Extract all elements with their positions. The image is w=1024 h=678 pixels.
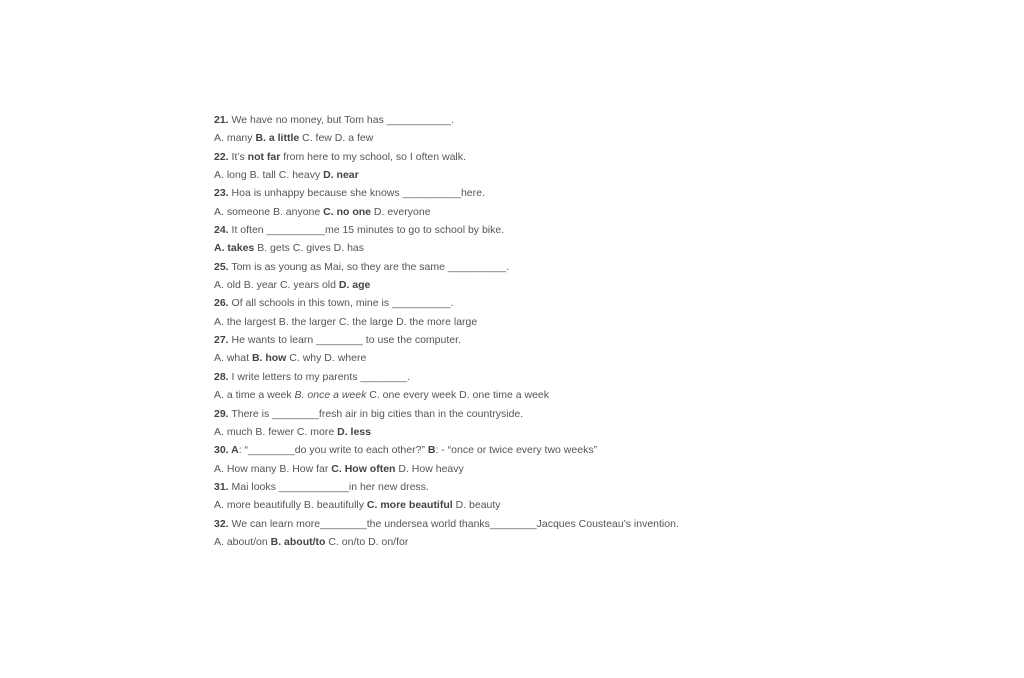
text-segment: A. How many B. How far [214,462,332,475]
text-segment: I write letters to my parents ________. [228,370,411,383]
text-segment: He wants to learn ________ to use the computer. [228,334,461,347]
bold-text: 32. [214,517,229,530]
text-segment: C. on/to D. on/for [325,535,409,548]
bold-text: 21. [214,114,229,126]
bold-text: A. takes [214,242,255,255]
text-segment: A. more beautifully B. beautifully [214,499,367,512]
bold-text: 29. [214,407,229,420]
text-segment: A. someone B. anyone [214,205,324,218]
bold-text: D. less [337,425,371,438]
bold-text: 26. [214,297,229,310]
options-line [214,349,914,367]
bold-text: B [427,444,436,457]
options-line [214,386,914,404]
italic-text: B. once a week [294,389,367,402]
question-line [214,405,914,423]
text-segment: A. a time a week [214,389,295,402]
bold-text: D. near [323,169,359,182]
options-line [214,423,914,441]
text-segment: D. How heavy [395,462,464,475]
bold-text: B. about/to [270,535,326,548]
question-line [214,368,914,386]
text-segment: We can learn more________the undersea world thanks________Jacques Cousteau’s invention. [228,517,679,530]
text-segment: A. the largest B. the larger C. the large D. the more large [214,315,478,328]
bold-text: C. How often [331,462,396,475]
question-line [214,184,914,202]
question-line [214,258,914,276]
bold-text: C. more beautiful [366,499,453,512]
options-line [214,203,914,221]
bold-text: 27. [214,334,229,347]
text-segment: C. few D. a few [299,132,374,145]
text-segment: Tom is as young as Mai, so they are the same __________. [228,260,510,273]
options-line [214,239,914,257]
text-segment: It often __________me 15 minutes to go to school by bike. [228,224,505,237]
text-segment: We have no money, but Tom has ___________. [228,114,454,126]
text-segment: A. about/on [214,535,271,548]
question-line [214,221,914,239]
bold-text: 30. A [214,444,239,457]
bold-text: 22. [214,150,229,163]
text-segment: : - “once or twice every two weeks” [435,444,598,457]
text-segment: A. old B. year C. years old [214,279,339,292]
text-segment: Of all schools in this town, mine is __________. [228,297,454,310]
bold-text: 28. [214,370,229,383]
text-segment: A. many [214,132,256,145]
bold-text: 24. [214,224,229,237]
question-line [214,441,914,459]
bold-text: 23. [214,187,229,200]
bold-text: D. age [338,279,371,292]
bold-text: C. no one [323,205,371,218]
question-line [214,331,914,349]
options-line [214,129,914,147]
options-line [214,166,914,184]
options-line [214,276,914,294]
question-line [214,515,914,533]
text-segment: : “________do you write to each other?” [238,444,428,457]
bold-text: B. how [251,352,287,365]
question-line [214,111,914,129]
bold-text: 31. [214,480,229,493]
bold-text: B. a little [255,132,300,145]
text-segment: Hoa is unhappy because she knows __________here. [228,187,485,200]
text-segment: C. why D. where [286,352,367,365]
text-segment: A. much B. fewer C. more [214,425,338,438]
question-line [214,478,914,496]
document-body [214,111,914,551]
text-segment: It’s [228,150,248,163]
text-segment: B. gets C. gives D. has [254,242,364,255]
options-line [214,496,914,514]
options-line [214,533,914,551]
text-segment: A. what [214,352,252,365]
text-segment: C. one every week D. one time a week [366,389,550,402]
text-segment: There is ________fresh air in big cities than in the countryside. [228,407,524,420]
text-segment: D. beauty [452,499,501,512]
options-line [214,313,914,331]
options-line [214,460,914,478]
question-line [214,148,914,166]
question-line [214,294,914,312]
text-segment: Mai looks ____________in her new dress. [228,480,429,493]
text-segment: D. everyone [371,205,431,218]
bold-text: 25. [214,260,229,273]
text-segment: from here to my school, so I often walk. [280,150,466,163]
bold-text: not far [247,150,281,163]
text-segment: A. long B. tall C. heavy [214,169,324,182]
